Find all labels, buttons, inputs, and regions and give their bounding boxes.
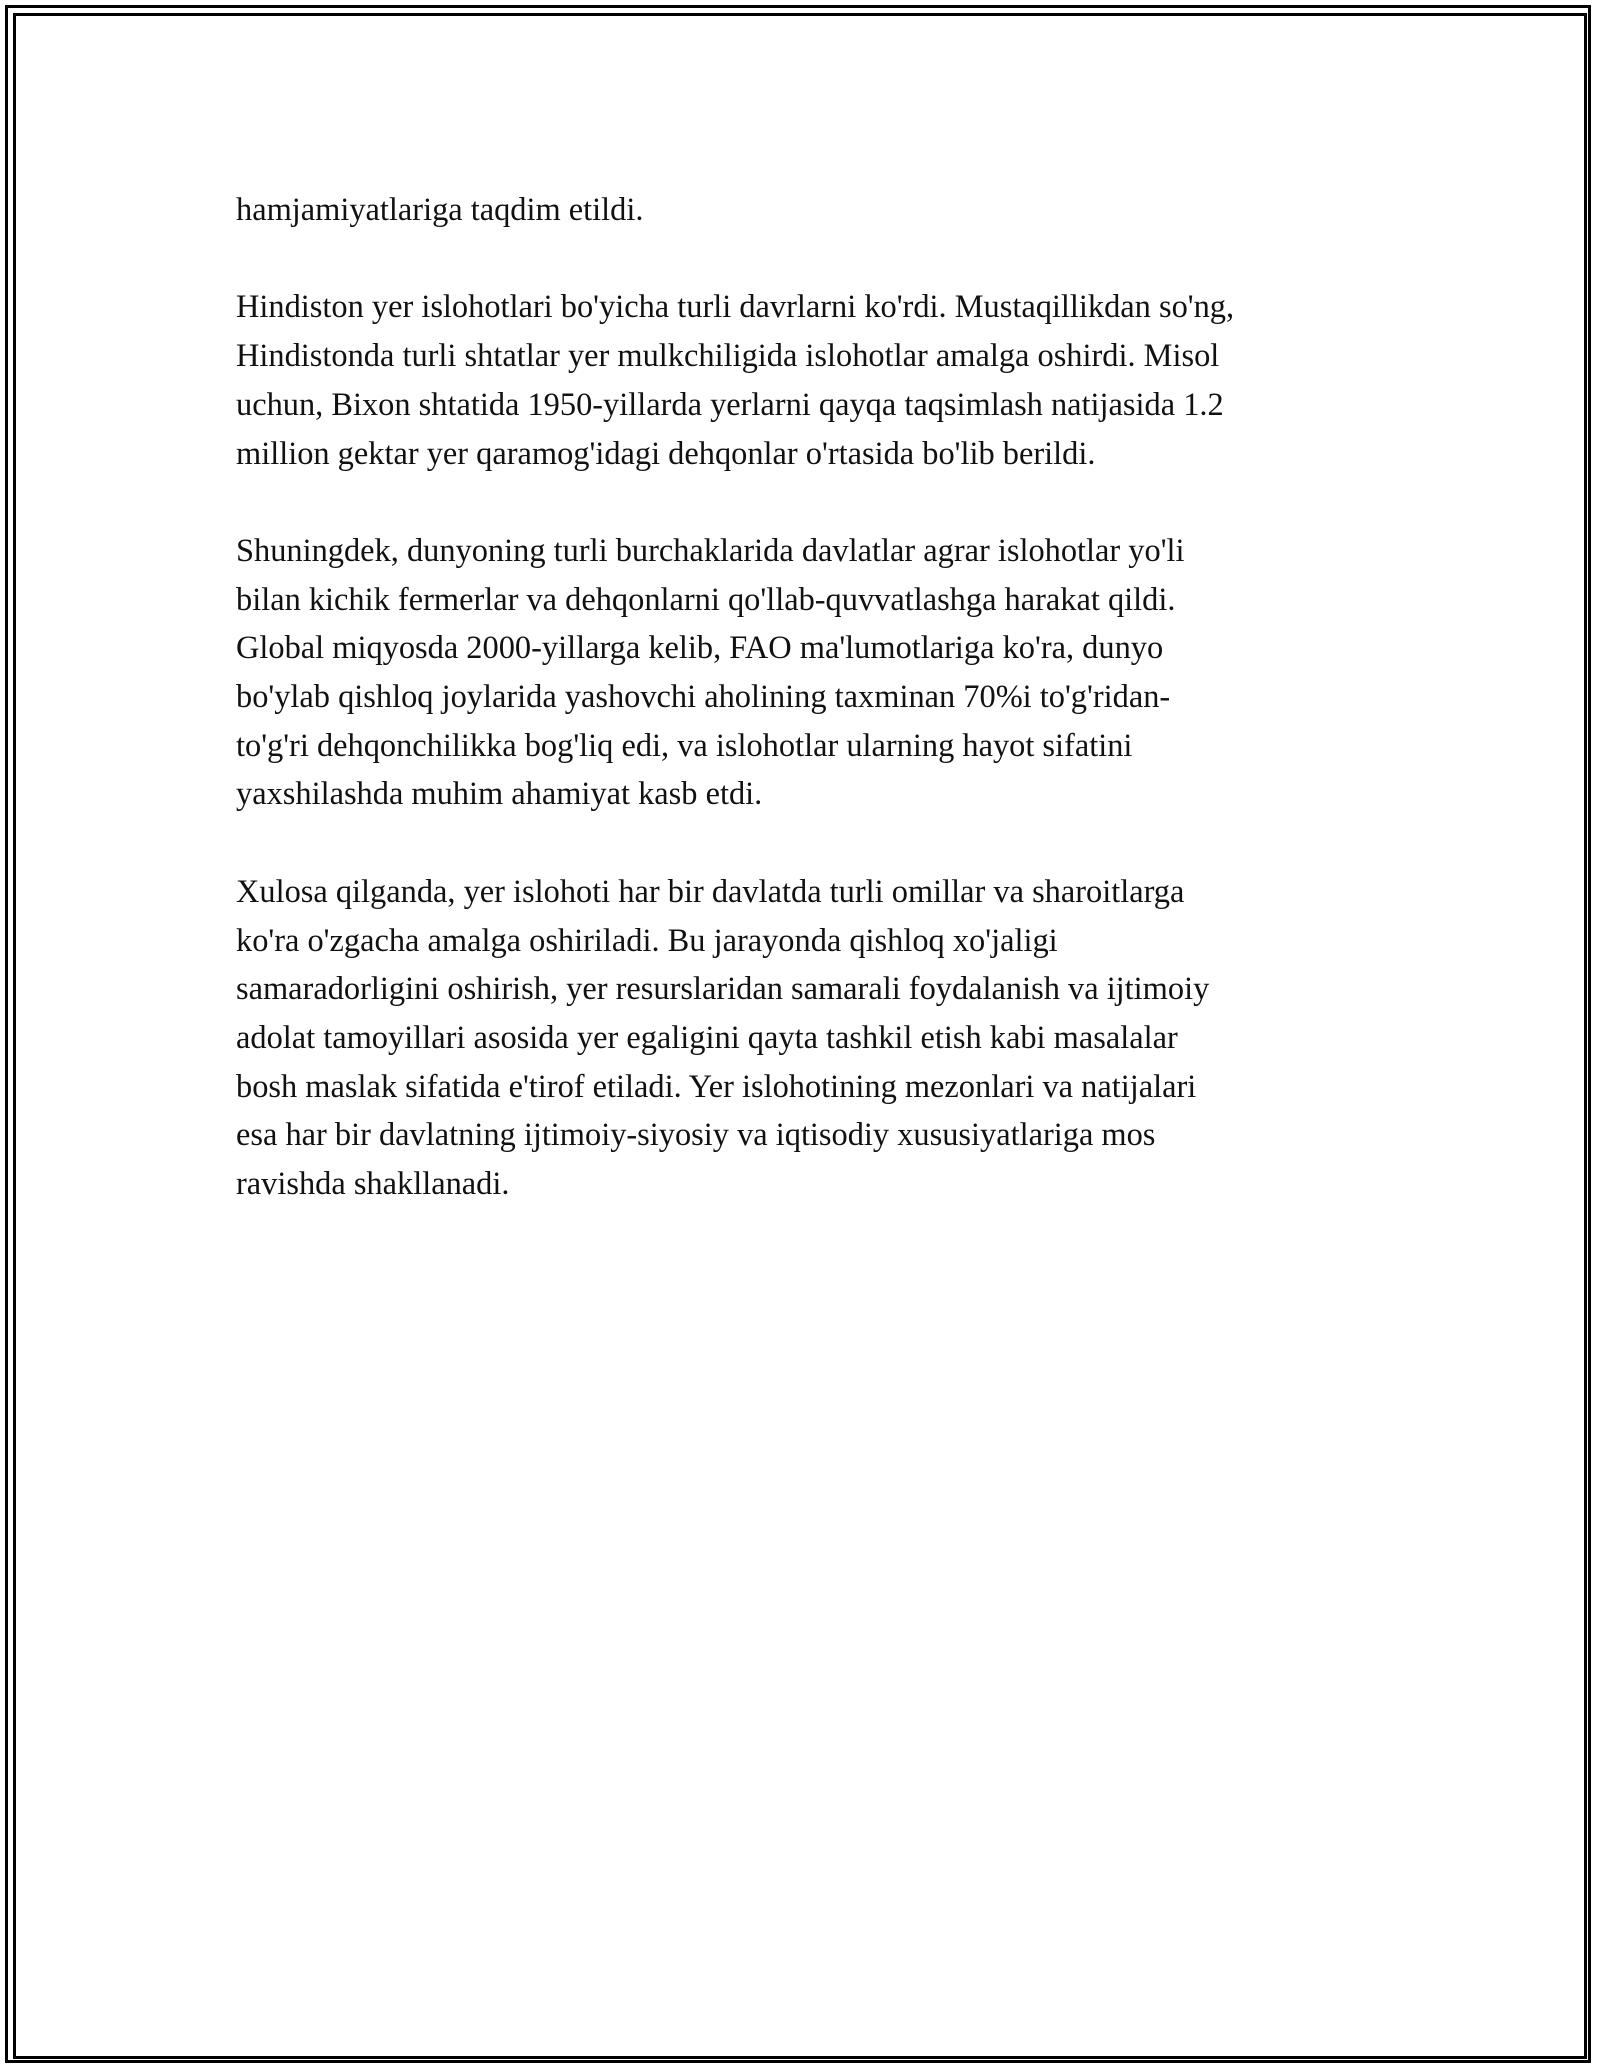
paragraph-global-agrarian-reform: Shuningdek, dunyoning turli burchaklarida davlatlar agrar islohotlar yo'li bilan kichik fermerlar va dehqonlarni qo'llab-quvvatlashga harakat qildi. Global miqyosda 2000-yillarga kelib, FAO ma'lumotlariga ko'ra, dunyo bo'ylab qishloq joylarida yashovchi aholining taxminan 70%i to'g'ridan- to'g'ri dehqonchilikka bog'liq edi, va islohotlar ularning hayot sifatini yaxshilashda muhim ahamiyat kasb etdi. — [236, 532, 1185, 813]
document-body — [236, 186, 1386, 1257]
paragraph-conclusion: Xulosa qilganda, yer islohoti har bir davlatda turli omillar va sharoitlarga ko'ra o'zgacha amalga oshiriladi. Bu jarayonda qishloq xo'jaligi samaradorligini oshirish, yer resurslaridan samarali foydalanish va ijtimoiy adolat tamoyillari asosida yer egaligini qayta tashkil etish kabi masalalar bosh maslak sifatida e'tirof etiladi. Yer islohotining mezonlari va natijalari esa har bir davlatning ijtimoiy-siyosiy va iqtisodiy xususiyatlariga mos ravishda shakllanadi. — [236, 873, 1210, 1203]
paragraph-india-land-reform: Hindiston yer islohotlari bo'yicha turli davrlarni ko'rdi. Mustaqillikdan so'ng, Hindistonda turli shtatlar yer mulkchiligida islohotlar amalga oshirdi. Misol uchun, Bixon shtatida 1950-yillarda yerlarni qayqa taqsimlash natijasida 1.2 million gektar yer qaramog'idagi dehqonlar o'rtasida bo'lib berildi. — [236, 289, 1235, 472]
paragraph-continuation: hamjamiyatlariga taqdim etildi. — [236, 192, 644, 228]
